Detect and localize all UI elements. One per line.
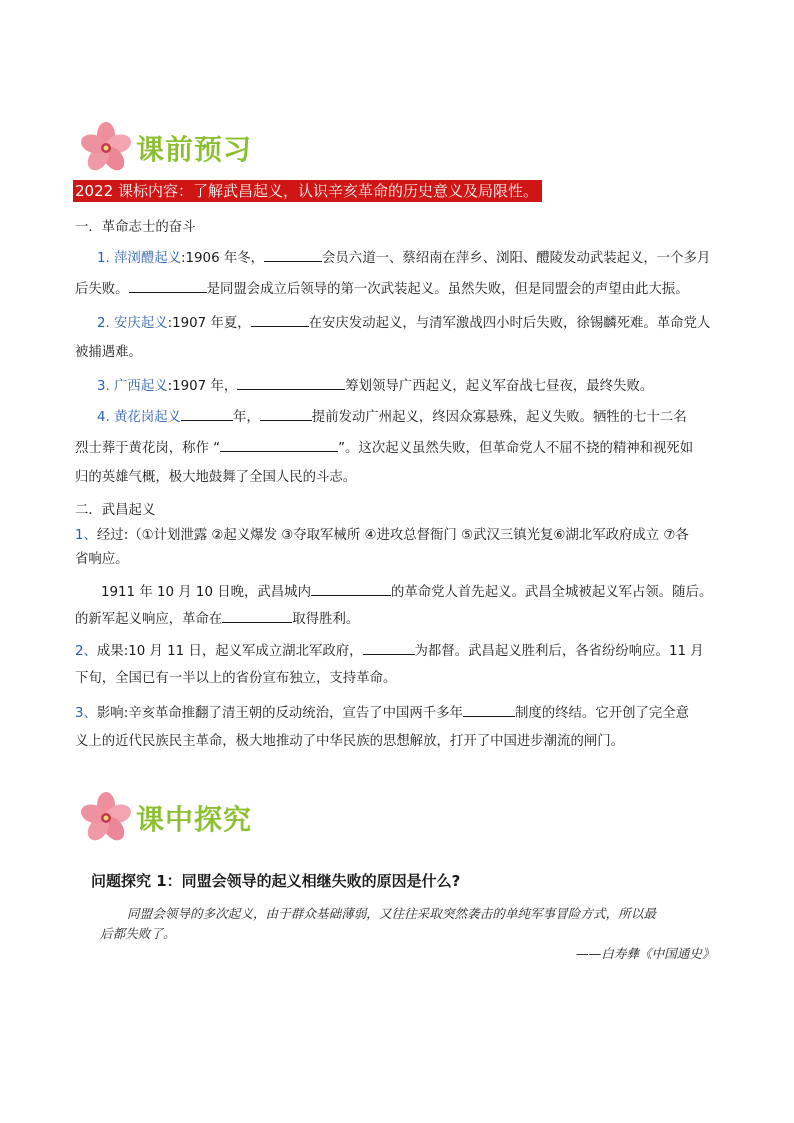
question-title: 问题探究 1：同盟会领导的起义相继失败的原因是什么? (91, 872, 461, 890)
jingguo-text: 的革命党人首先起义。武昌全城被起义军占领。随后。 (390, 585, 713, 600)
jingguo-text: 的新军起义响应，革命在 (75, 612, 223, 627)
item1-line2 (75, 279, 689, 299)
blank-field (463, 703, 515, 717)
item3-text: :1907 年， (167, 379, 238, 394)
part2-heading: 二．武昌起义 (75, 503, 156, 518)
blank-field (181, 407, 233, 421)
quote-line1: 同盟会领导的多次起义，由于群众基础薄弱，又往往采取突然袭击的单纯军事冒险方式，所以最 (127, 906, 656, 921)
curriculum-banner (73, 180, 542, 202)
blank-field (237, 376, 345, 390)
jingguo-line1 (75, 527, 689, 545)
quote-source: ——白寿彝《中国通史》 (576, 946, 715, 961)
chengguo-line1 (75, 641, 704, 661)
item2-line1 (97, 313, 710, 333)
blank-field (311, 582, 391, 596)
item1-num: 1. (97, 251, 110, 266)
part1-heading: 一．革命志士的奋斗 (75, 220, 196, 235)
item1-text: :1906 年冬， (181, 251, 265, 266)
item3-num: 3. (97, 379, 110, 394)
chengguo-line2: 下旬，全国已有一半以上的省份宣布独立，支持革命。 (75, 671, 397, 686)
item2-text: :1907 年夏， (167, 316, 251, 331)
yingxiang-num: 3、 (75, 706, 97, 721)
section-title: 课中探究 (136, 803, 253, 836)
item3-text: 筹划领导广西起义，起义军奋战七昼夜，最终失败。 (345, 379, 654, 394)
blank-field (363, 641, 415, 655)
item2-line2: 被捕遇难。 (75, 345, 142, 360)
item2-text: 在安庆发动起义，与清军激战四小时后失败，徐锡麟死难。革命党人 (308, 316, 711, 331)
item4-label: 黄花岗起义 (114, 410, 181, 425)
item1-label: 萍浏醴起义 (114, 251, 181, 266)
item4-line2 (75, 438, 693, 458)
item1-text: 是同盟会成立后领导的第一次武装起义。虽然失败，但是同盟会的声望由此大振。 (206, 282, 689, 297)
jingguo-line4 (75, 609, 359, 629)
yingxiang-text: 制度的终结。它开创了完全意 (514, 706, 690, 721)
chengguo-num: 2、 (75, 644, 97, 659)
item4-text: 年， (233, 410, 260, 425)
item2-label: 安庆起义 (114, 316, 168, 331)
item1-line1 (97, 248, 710, 268)
blank-field (222, 609, 292, 623)
section-title: 课前预习 (136, 133, 253, 166)
blank-field (260, 407, 312, 421)
jingguo-line3 (101, 582, 712, 602)
blank-field (129, 279, 207, 293)
item2-num: 2. (97, 316, 110, 331)
flower-icon (78, 788, 134, 844)
section-header-explore (78, 788, 378, 848)
blank-field (264, 248, 322, 262)
item4-line1 (97, 407, 687, 427)
item4-text: 提前发动广州起义，终因众寡悬殊，起义失败。牺牲的七十二名 (311, 410, 687, 425)
jingguo-text: 取得胜利。 (292, 612, 360, 627)
quote-line2: 后都失败了。 (100, 926, 176, 941)
yingxiang-text: 影响:辛亥革命推翻了清王朝的反动统治，宣告了中国两千多年 (96, 706, 463, 721)
item4-num: 4. (97, 410, 110, 425)
section-header-preview (78, 118, 378, 178)
yingxiang-line1 (75, 703, 689, 723)
item4-text: ”。这次起义虽然失败，但革命党人不屈不挠的精神和视死如 (338, 441, 694, 456)
jingguo-text: 经过:（①计划泄露 ②起义爆发 ③夺取军械所 ④进攻总督衙门 ⑤武汉三镇光复⑥湖北军政府成立 ⑦各 (96, 528, 689, 543)
banner-year: 2022 (75, 182, 114, 200)
item1-text: 后失败。 (75, 282, 129, 297)
banner-text: 课标内容：了解武昌起义，认识辛亥革命的历史意义及局限性。 (117, 182, 538, 200)
jingguo-line2: 省响应。 (75, 552, 129, 567)
yingxiang-line2: 义上的近代民族民主革命，极大地推动了中华民族的思想解放，打开了中国进步潮流的闸门。 (75, 734, 625, 749)
blank-field (220, 438, 338, 452)
jingguo-num: 1、 (75, 528, 97, 543)
item4-line3: 归的英雄气概，极大地鼓舞了全国人民的斗志。 (75, 470, 357, 485)
item3-label: 广西起义 (114, 379, 168, 394)
chengguo-text: 为都督。武昌起义胜利后，各省纷纷响应。11 月 (414, 644, 704, 659)
item4-text: 烈士葬于黄花岗，称作 “ (75, 441, 221, 456)
jingguo-text: 1911 年 10 月 10 日晚，武昌城内 (101, 585, 311, 600)
chengguo-text: 成果:10 月 11 日，起义军成立湖北军政府， (96, 644, 363, 659)
flower-icon (78, 118, 134, 174)
blank-field (251, 313, 309, 327)
item1-text: 会员六道一、蔡绍南在萍乡、浏阳、醴陵发动武装起义，一个多月 (322, 251, 711, 266)
item3-line1 (97, 376, 653, 396)
